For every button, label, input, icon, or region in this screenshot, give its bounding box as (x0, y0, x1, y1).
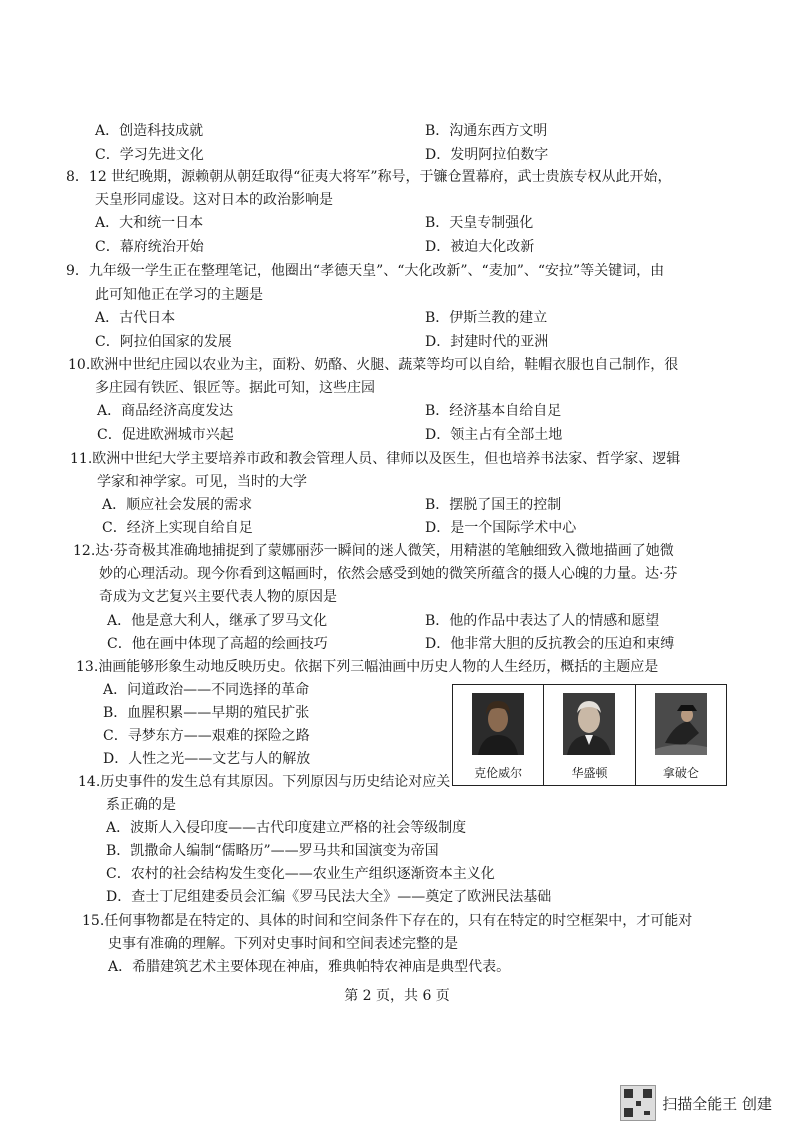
scanner-watermark (620, 1085, 772, 1121)
q9-option-a: A．古代日本 (95, 310, 176, 326)
q14-option-c: C．农村的社会结构发生变化——农业生产组织逐渐资本主义化 (106, 866, 495, 882)
q8-option-d: D．被迫大化改新 (425, 239, 535, 255)
portrait-cromwell (453, 685, 544, 785)
q12-option-d: D．他非常大胆的反抗教会的压迫和束缚 (425, 636, 675, 652)
q8-stem-line2: 天皇形同虚设。这对日本的政治影响是 (95, 192, 333, 208)
q15-stem-line1: 15.任何事物都是在特定的、具体的时间和空间条件下存在的，只有在特定的时空框架中，才可能对 (82, 913, 693, 929)
q9-option-c: C．阿拉伯国家的发展 (95, 334, 232, 350)
q10-option-b: B．经济基本自给自足 (425, 403, 562, 419)
q11-stem-line1: 11.欧洲中世纪大学主要培养市政和教会管理人员、律师以及医生，但也培养书法家、哲学家、逻辑 (70, 451, 681, 467)
q14-stem-line1: 14.历史事件的发生总有其原因。下列原因与历史结论对应关 (78, 774, 451, 790)
q12-stem-line2: 妙的心理活动。现今你看到这幅画时，依然会感受到她的微笑所蕴含的摄人心魄的力量。达·芬 (99, 566, 678, 582)
portrait-napoleon (636, 685, 726, 785)
q7-option-a: A．创造科技成就 (95, 123, 204, 139)
q13-stem-line1: 13.油画能够形象生动地反映历史。依据下列三幅油画中历史人物的人生经历，概括的主题应是 (76, 659, 659, 675)
q13-option-a: A．问道政治——不同选择的革命 (103, 682, 310, 698)
q14-option-b: B．凯撒命人编制“儒略历”——罗马共和国演变为帝国 (106, 843, 439, 859)
portrait-washington (544, 685, 635, 785)
q10-stem-line2: 多庄园有铁匠、银匠等。据此可知，这些庄园 (95, 380, 375, 396)
q9-option-b: B．伊斯兰教的建立 (425, 310, 548, 326)
scanner-brand-text: 扫描全能王 创建 (662, 1094, 772, 1113)
q10-stem-line1: 10.欧洲中世纪庄园以农业为主，面粉、奶酪、火腿、蔬菜等均可以自给，鞋帽衣服也自己制作，很 (68, 357, 679, 373)
page-number: 第 2 页，共 6 页 (344, 988, 450, 1004)
portrait-cromwell-image (472, 693, 524, 755)
q12-stem-line1: 12.达·芬奇极其准确地捕捉到了蒙娜丽莎一瞬间的迷人微笑，用精湛的笔触细致入微地描画了她微 (73, 543, 674, 559)
q11-option-b: B．摆脱了国王的控制 (425, 497, 562, 513)
q14-stem-line2: 系正确的是 (106, 797, 176, 813)
portrait-washington-image (563, 693, 615, 755)
q11-option-d: D．是一个国际学术中心 (425, 520, 577, 536)
q12-stem-line3: 奇成为文艺复兴主要代表人物的原因是 (99, 589, 337, 605)
q11-option-c: C．经济上实现自给自足 (102, 520, 253, 536)
q12-option-c: C．他在画中体现了高超的绘画技巧 (107, 636, 328, 652)
qr-code-icon (620, 1085, 656, 1121)
portrait-napoleon-image (655, 693, 707, 755)
q10-option-c: C．促进欧洲城市兴起 (97, 427, 234, 443)
q13-option-c: C．寻梦东方——艰难的探险之路 (103, 728, 310, 744)
q13-option-b: B．血腥积累——早期的殖民扩张 (103, 705, 310, 721)
q11-stem-line2: 学家和神学家。可见，当时的大学 (97, 474, 307, 490)
q8-option-a: A．大和统一日本 (95, 215, 204, 231)
q10-option-d: D．领主占有全部土地 (425, 427, 563, 443)
q15-option-a: A．希腊建筑艺术主要体现在神庙，雅典帕特农神庙是典型代表。 (108, 959, 511, 975)
portrait-cromwell-caption: 克伦威尔 (474, 766, 523, 780)
q9-stem-line1: 9．九年级一学生正在整理笔记，他圈出“孝德天皇”、“大化改新”、“麦加”、“安拉”等关键词，由 (66, 263, 665, 279)
q13-option-d: D．人性之光——文艺与人的解放 (103, 751, 311, 767)
q10-option-a: A．商品经济高度发达 (97, 403, 234, 419)
q9-option-d: D．封建时代的亚洲 (425, 334, 549, 350)
q7-option-c: C．学习先进文化 (95, 147, 204, 163)
portrait-panel (452, 684, 727, 786)
q14-option-d: D．查士丁尼组建委员会汇编《罗马民法大全》——奠定了欧洲民法基础 (106, 889, 552, 905)
q9-stem-line2: 此可知他正在学习的主题是 (95, 287, 263, 303)
q11-option-a: A．顺应社会发展的需求 (102, 497, 253, 513)
q14-option-a: A．波斯人入侵印度——古代印度建立严格的社会等级制度 (106, 820, 467, 836)
q8-option-b: B．天皇专制强化 (425, 215, 534, 231)
q8-stem-line1: 8．12 世纪晚期，源赖朝从朝廷取得“征夷大将军”称号，于镰仓置幕府，武士贵族专权从此开始， (66, 169, 672, 185)
q7-option-b: B．沟通东西方文明 (425, 123, 548, 139)
portrait-washington-caption: 华盛顿 (571, 766, 608, 780)
q12-option-a: A．他是意大利人，继承了罗马文化 (107, 613, 328, 629)
q15-stem-line2: 史事有准确的理解。下列对史事时间和空间表述完整的是 (108, 936, 458, 952)
q7-option-d: D．发明阿拉伯数字 (425, 147, 549, 163)
q12-option-b: B．他的作品中表达了人的情感和愿望 (425, 613, 660, 629)
q8-option-c: C．幕府统治开始 (95, 239, 204, 255)
portrait-napoleon-caption: 拿破仑 (662, 766, 699, 780)
